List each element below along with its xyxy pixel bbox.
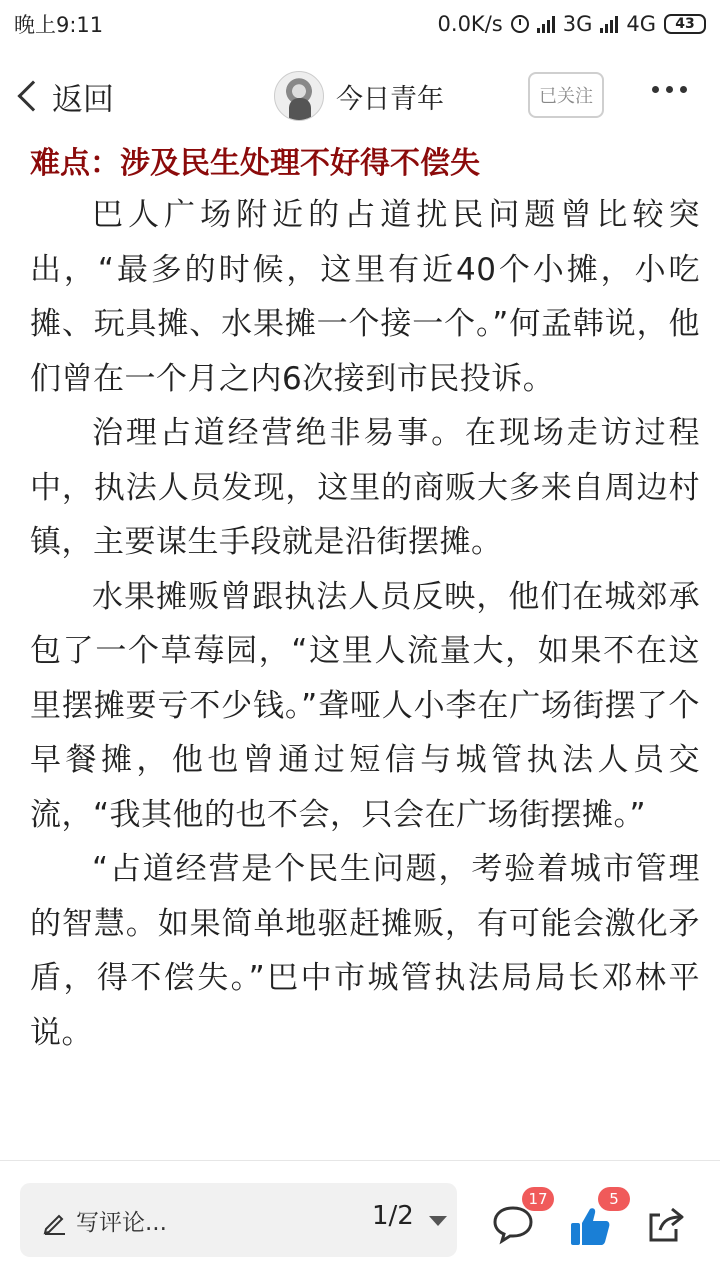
- network-speed: 0.0K/s: [437, 12, 503, 36]
- back-label: 返回: [52, 81, 114, 118]
- comment-input[interactable]: [20, 1183, 457, 1257]
- follow-button[interactable]: 已关注: [528, 72, 604, 118]
- account-header[interactable]: [274, 71, 444, 121]
- share-icon: [646, 1203, 686, 1245]
- battery-icon: [664, 14, 706, 34]
- avatar[interactable]: [274, 71, 324, 121]
- article-paragraph: “占道经营是个民生问题，考验着城市管理的智慧。如果简单地驱赶摊贩，有可能会激化矛盾，得不偿失。”巴中市城管执法局局长邓林平说。: [30, 851, 700, 1051]
- network-type-2: 4G: [626, 12, 656, 36]
- more-options-icon[interactable]: [652, 86, 687, 93]
- chevron-left-icon: [17, 80, 48, 111]
- like-count-badge: 5: [598, 1187, 630, 1211]
- article-paragraph: 治理占道经营绝非易事。在现场走访过程中，执法人员发现，这里的商贩大多来自周边村镇，主要谋生手段就是沿街摆摊。: [30, 415, 700, 560]
- signal-icon-2: [600, 15, 618, 33]
- article-paragraph: 水果摊贩曾跟执法人员反映，他们在城郊承包了一个草莓园，“这里人流量大，如果不在这里摆摊要亏不少钱。”聋哑人小李在广场街摆了个早餐摊，他也曾通过短信与城管执法人员交流，“我其他的也不会，只会在广场街摆摊。”: [30, 578, 700, 833]
- account-name[interactable]: 今日青年: [336, 83, 444, 115]
- share-button[interactable]: [646, 1203, 686, 1245]
- article-body: [30, 140, 700, 1060]
- comment-count-badge: 17: [522, 1187, 554, 1211]
- network-type-1: 3G: [562, 12, 593, 36]
- bottom-bar: [0, 1160, 720, 1280]
- page-indicator[interactable]: 1/2: [372, 1201, 414, 1231]
- status-time: 晚上9:11: [14, 13, 104, 37]
- alarm-icon: [511, 15, 529, 33]
- article-paragraph: 巴人广场附近的占道扰民问题曾比较突出，“最多的时候，这里有近40个小摊，小吃摊、玩具摊、水果摊一个接一个。”何孟韩说，他们曾在一个月之内6次接到市民投诉。: [30, 197, 700, 397]
- signal-icon: [537, 15, 555, 33]
- nav-bar: [0, 48, 720, 144]
- status-bar: [0, 0, 720, 48]
- back-button[interactable]: [14, 74, 114, 118]
- comment-placeholder: 写评论...: [76, 1210, 167, 1236]
- caret-down-icon[interactable]: [429, 1216, 447, 1226]
- battery-level: 43: [675, 16, 695, 32]
- pencil-icon: [42, 1209, 68, 1235]
- section-heading: 难点：涉及民生处理不好得不偿失: [30, 146, 480, 181]
